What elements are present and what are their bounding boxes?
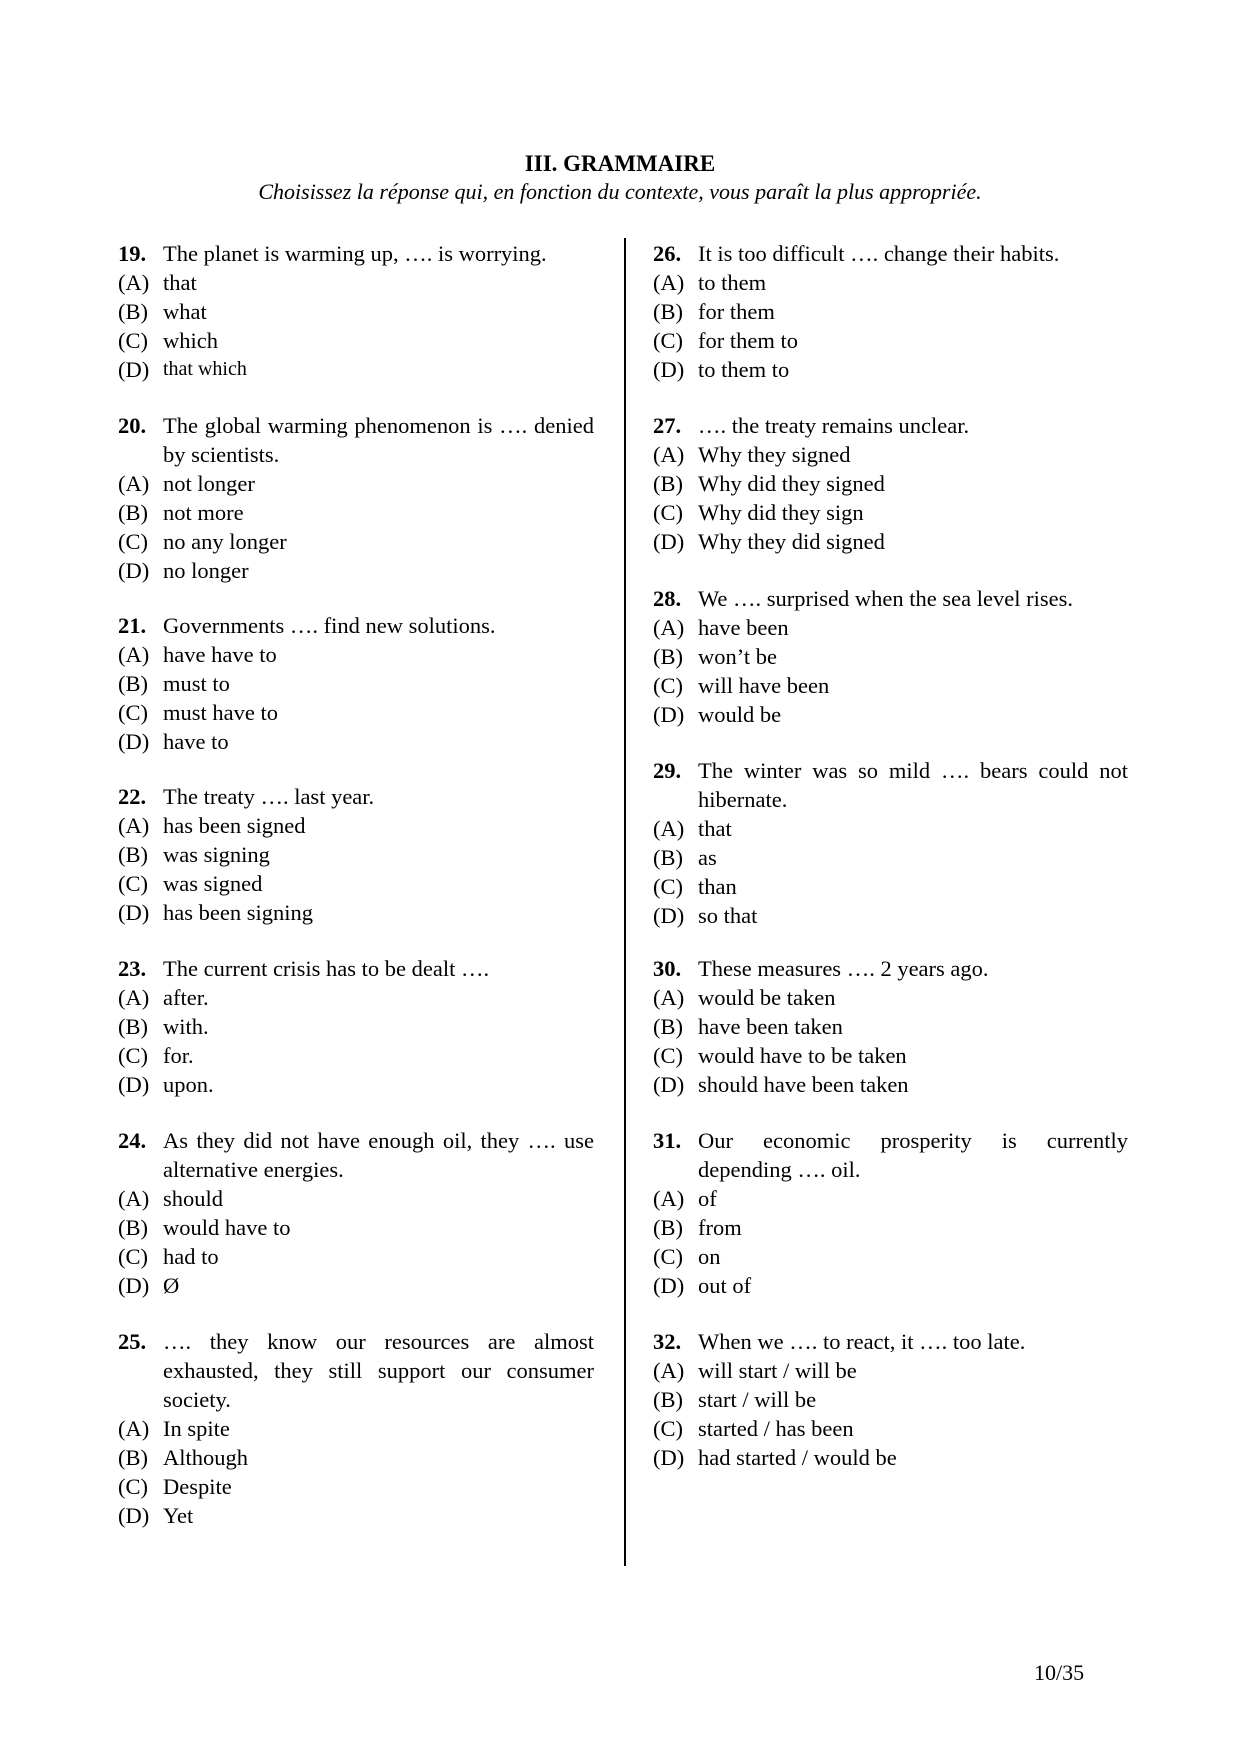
option-text: that which — [163, 358, 247, 380]
question-text: The planet is warming up, …. is worrying. — [163, 241, 547, 266]
question-text: We …. surprised when the sea level rises. — [698, 586, 1073, 611]
option-d — [653, 1443, 1128, 1472]
option-letter: (B) — [118, 1014, 148, 1039]
question-stem — [118, 1126, 594, 1184]
option-letter: (B) — [653, 644, 683, 669]
option-text: out of — [698, 1273, 752, 1298]
option-letter: (C) — [653, 874, 683, 899]
option-letter: (A) — [653, 1186, 685, 1211]
option-text: that — [698, 816, 732, 841]
question-stem — [118, 782, 594, 811]
option-letter: (B) — [653, 1014, 683, 1039]
question-stem — [118, 1327, 594, 1414]
option-c — [118, 527, 594, 556]
option-letter: (B) — [653, 845, 683, 870]
option-text: Why did they sign — [698, 500, 864, 525]
option-d — [118, 1271, 594, 1300]
option-text: no any longer — [163, 529, 287, 554]
option-letter: (B) — [118, 671, 148, 696]
option-text: won’t be — [698, 644, 777, 669]
option-letter: (C) — [653, 1043, 683, 1068]
question-text: Governments …. find new solutions. — [163, 613, 496, 638]
option-text: upon. — [163, 1072, 214, 1097]
question-number: 26. — [653, 241, 682, 266]
option-text: Why they signed — [698, 442, 851, 467]
option-text: will have been — [698, 673, 830, 698]
question-number: 30. — [653, 956, 682, 981]
option-letter: (D) — [653, 1445, 685, 1470]
option-c — [118, 698, 594, 727]
question-stem — [118, 611, 594, 640]
option-text: for. — [163, 1043, 194, 1068]
option-text: have been taken — [698, 1014, 843, 1039]
option-letter: (D) — [118, 357, 150, 382]
question-number: 32. — [653, 1329, 682, 1354]
option-a — [653, 268, 1128, 297]
option-c — [653, 1414, 1128, 1443]
option-letter: (B) — [118, 842, 148, 867]
section-title: III. GRAMMAIRE — [524, 151, 716, 176]
option-text: start / will be — [698, 1387, 817, 1412]
option-a — [653, 983, 1128, 1012]
question-stem — [118, 239, 594, 268]
option-letter: (A) — [653, 442, 685, 467]
option-c — [653, 671, 1128, 700]
option-text: of — [698, 1186, 717, 1211]
option-text: was signing — [163, 842, 270, 867]
option-d — [118, 1070, 594, 1099]
question-20 — [118, 411, 594, 585]
option-text: Why they did signed — [698, 529, 885, 554]
option-letter: (D) — [653, 357, 685, 382]
option-c — [653, 1041, 1128, 1070]
option-letter: (A) — [118, 642, 150, 667]
option-b — [118, 840, 594, 869]
option-letter: (B) — [653, 1387, 683, 1412]
question-29 — [653, 756, 1128, 930]
question-text: When we …. to react, it …. too late. — [698, 1329, 1026, 1354]
option-letter: (A) — [118, 985, 150, 1010]
question-text: …. the treaty remains unclear. — [698, 413, 970, 438]
option-text: have to — [163, 729, 229, 754]
option-text: would have to be taken — [698, 1043, 907, 1068]
question-24 — [118, 1126, 594, 1300]
option-a — [653, 1356, 1128, 1385]
option-d — [653, 1271, 1128, 1300]
option-text: In spite — [163, 1416, 230, 1441]
option-text: Although — [163, 1445, 249, 1470]
option-letter: (A) — [653, 816, 685, 841]
option-text: would have to — [163, 1215, 291, 1240]
option-letter: (B) — [653, 471, 683, 496]
option-letter: (D) — [118, 1273, 150, 1298]
option-letter: (C) — [118, 1244, 148, 1269]
option-text: started / has been — [698, 1416, 854, 1441]
option-letter: (C) — [653, 1244, 683, 1269]
option-c — [653, 326, 1128, 355]
question-number: 25. — [118, 1329, 147, 1354]
question-text: These measures …. 2 years ago. — [698, 956, 989, 981]
option-letter: (B) — [653, 299, 683, 324]
question-stem — [118, 411, 594, 469]
question-28 — [653, 584, 1128, 729]
option-a — [653, 613, 1128, 642]
question-stem — [653, 756, 1128, 814]
option-b — [653, 469, 1128, 498]
option-b — [653, 297, 1128, 326]
option-text: with. — [163, 1014, 209, 1039]
option-text: no longer — [163, 558, 249, 583]
option-b — [118, 1012, 594, 1041]
section-instruction: Choisissez la réponse qui, en fonction du contexte, vous paraît la plus appropriée. — [258, 179, 982, 204]
option-letter: (C) — [653, 328, 683, 353]
question-26 — [653, 239, 1128, 384]
option-b — [118, 1443, 594, 1472]
option-c — [118, 1041, 594, 1070]
option-letter: (C) — [653, 1416, 683, 1441]
question-number: 23. — [118, 956, 147, 981]
option-text: for them to — [698, 328, 798, 353]
question-stem — [118, 954, 594, 983]
option-text: Despite — [163, 1474, 232, 1499]
question-number: 20. — [118, 413, 147, 438]
option-text: have been — [698, 615, 789, 640]
option-letter: (A) — [118, 1186, 150, 1211]
question-text: …. they know our resources are almost exhausted, they still support our consumer society. — [163, 1329, 594, 1412]
option-letter: (A) — [653, 985, 685, 1010]
option-text: that — [163, 270, 197, 295]
option-letter: (B) — [118, 299, 148, 324]
option-text: has been signing — [163, 900, 313, 925]
option-d — [118, 1501, 594, 1530]
option-d — [118, 556, 594, 585]
question-text: It is too difficult …. change their habits. — [698, 241, 1060, 266]
option-text: from — [698, 1215, 742, 1240]
option-letter: (C) — [653, 673, 683, 698]
question-number: 31. — [653, 1128, 682, 1153]
option-text: would be taken — [698, 985, 836, 1010]
option-letter: (B) — [653, 1215, 683, 1240]
option-a — [653, 1184, 1128, 1213]
question-32 — [653, 1327, 1128, 1472]
option-text: than — [698, 874, 737, 899]
option-d — [653, 1070, 1128, 1099]
question-text: The treaty …. last year. — [163, 784, 375, 809]
question-stem — [653, 584, 1128, 613]
option-b — [118, 1213, 594, 1242]
option-letter: (A) — [118, 471, 150, 496]
option-text: will start / will be — [698, 1358, 857, 1383]
option-text: to them — [698, 270, 767, 295]
option-text: on — [698, 1244, 721, 1269]
option-a — [118, 1414, 594, 1443]
option-letter: (C) — [118, 529, 148, 554]
option-text: for them — [698, 299, 775, 324]
option-letter: (B) — [118, 1215, 148, 1240]
question-stem — [653, 239, 1128, 268]
option-letter: (C) — [118, 328, 148, 353]
option-text: as — [698, 845, 717, 870]
option-b — [118, 297, 594, 326]
column-divider — [624, 238, 626, 1566]
option-letter: (D) — [118, 1072, 150, 1097]
option-c — [118, 869, 594, 898]
option-text: would be — [698, 702, 782, 727]
question-stem — [653, 954, 1128, 983]
option-text: was signed — [163, 871, 263, 896]
option-letter: (A) — [118, 813, 150, 838]
option-a — [118, 1184, 594, 1213]
option-letter: (D) — [653, 529, 685, 554]
option-text: what — [163, 299, 207, 324]
option-letter: (C) — [118, 1043, 148, 1068]
option-c — [118, 1242, 594, 1271]
question-number: 21. — [118, 613, 147, 638]
option-c — [653, 1242, 1128, 1271]
option-letter: (A) — [118, 270, 150, 295]
option-a — [118, 811, 594, 840]
question-25 — [118, 1327, 594, 1530]
question-number: 27. — [653, 413, 682, 438]
question-stem — [653, 1327, 1128, 1356]
option-text: had to — [163, 1244, 219, 1269]
option-text: not more — [163, 500, 244, 525]
option-a — [653, 440, 1128, 469]
option-text: must have to — [163, 700, 278, 725]
option-d — [118, 727, 594, 756]
option-text: had started / would be — [698, 1445, 897, 1470]
option-text: not longer — [163, 471, 255, 496]
option-c — [118, 1472, 594, 1501]
option-b — [118, 669, 594, 698]
option-c — [653, 498, 1128, 527]
question-number: 22. — [118, 784, 147, 809]
option-letter: (C) — [118, 700, 148, 725]
question-23 — [118, 954, 594, 1099]
option-text: Ø — [163, 1273, 180, 1298]
question-22 — [118, 782, 594, 927]
option-letter: (D) — [118, 729, 150, 754]
option-letter: (D) — [653, 903, 685, 928]
option-text: which — [163, 328, 218, 353]
option-text: Yet — [163, 1503, 194, 1528]
question-stem — [653, 411, 1128, 440]
option-b — [653, 843, 1128, 872]
option-letter: (C) — [653, 500, 683, 525]
option-letter: (B) — [118, 500, 148, 525]
option-text: should have been taken — [698, 1072, 909, 1097]
option-text: have have to — [163, 642, 277, 667]
option-text: so that — [698, 903, 758, 928]
option-d — [653, 355, 1128, 384]
option-text: Why did they signed — [698, 471, 885, 496]
option-b — [653, 642, 1128, 671]
option-d — [653, 527, 1128, 556]
option-text: must to — [163, 671, 230, 696]
option-a — [653, 814, 1128, 843]
question-31 — [653, 1126, 1128, 1300]
option-text: should — [163, 1186, 224, 1211]
option-a — [118, 268, 594, 297]
option-a — [118, 469, 594, 498]
option-letter: (D) — [118, 558, 150, 583]
question-text: The winter was so mild …. bears could not hibernate. — [698, 758, 1128, 812]
option-letter: (D) — [118, 900, 150, 925]
option-b — [653, 1012, 1128, 1041]
option-letter: (C) — [118, 1474, 148, 1499]
question-text: As they did not have enough oil, they …. use alternative energies. — [163, 1128, 594, 1182]
option-b — [653, 1213, 1128, 1242]
question-number: 19. — [118, 241, 147, 266]
option-letter: (D) — [653, 1072, 685, 1097]
question-text: The current crisis has to be dealt …. — [163, 956, 490, 981]
option-letter: (D) — [653, 702, 685, 727]
option-letter: (A) — [653, 615, 685, 640]
option-letter: (D) — [653, 1273, 685, 1298]
page-number: 10/35 — [1034, 1660, 1085, 1685]
option-text: has been signed — [163, 813, 306, 838]
option-letter: (A) — [653, 1358, 685, 1383]
option-d — [653, 901, 1128, 930]
option-text: after. — [163, 985, 209, 1010]
option-letter: (C) — [118, 871, 148, 896]
question-stem — [653, 1126, 1128, 1184]
option-d — [653, 700, 1128, 729]
question-text: The global warming phenomenon is …. denied by scientists. — [163, 413, 594, 467]
option-d — [118, 898, 594, 927]
option-text: to them to — [698, 357, 790, 382]
option-letter: (B) — [118, 1445, 148, 1470]
question-text: Our economic prosperity is currently depending …. oil. — [698, 1128, 1128, 1182]
option-a — [118, 640, 594, 669]
question-number: 24. — [118, 1128, 147, 1153]
option-a — [118, 983, 594, 1012]
option-letter: (D) — [118, 1503, 150, 1528]
option-c — [653, 872, 1128, 901]
option-letter: (A) — [118, 1416, 150, 1441]
question-19 — [118, 239, 594, 384]
option-b — [118, 498, 594, 527]
question-21 — [118, 611, 594, 756]
question-30 — [653, 954, 1128, 1099]
option-b — [653, 1385, 1128, 1414]
question-number: 28. — [653, 586, 682, 611]
option-letter: (A) — [653, 270, 685, 295]
option-c — [118, 326, 594, 355]
option-d — [118, 355, 594, 384]
question-27 — [653, 411, 1128, 556]
question-number: 29. — [653, 758, 682, 783]
